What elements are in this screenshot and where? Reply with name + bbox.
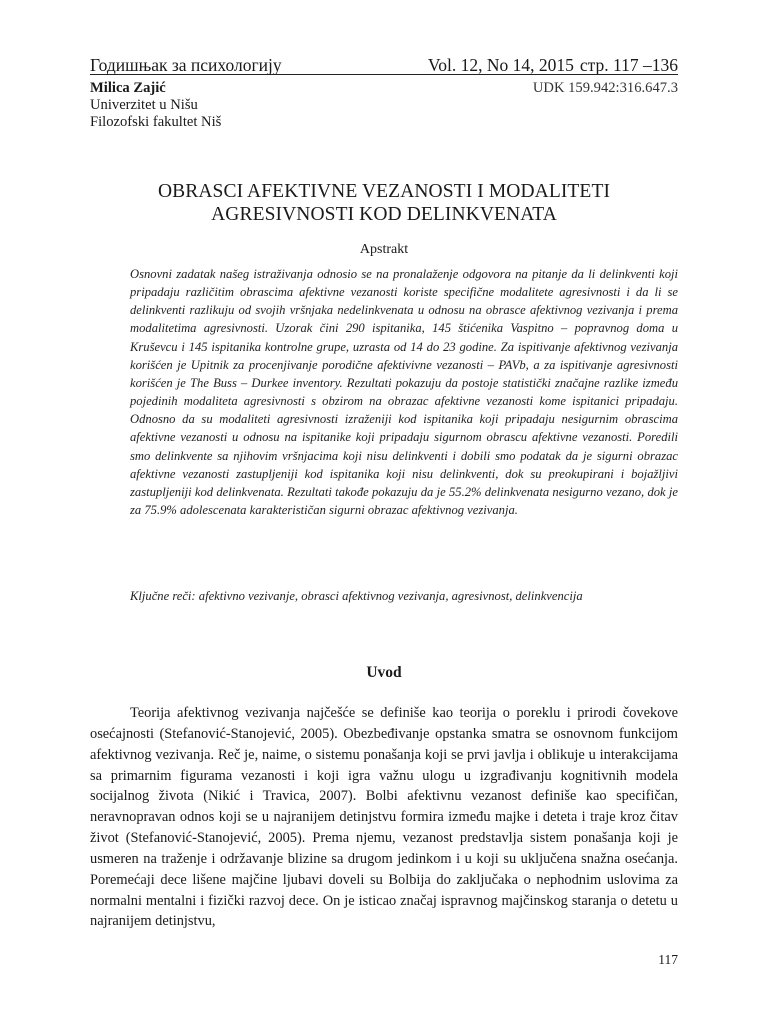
title-line-1: OBRASCI AFEKTIVNE VEZANOSTI I MODALITETI	[157, 181, 611, 202]
page-range: стр. 117 –136	[579, 55, 678, 75]
keywords: Ključne reči: afektivno vezivanje, obrasci afektivnog vezivanja, agresivnost, delinkvencija	[130, 589, 583, 603]
abstract-heading: Apstrakt	[359, 242, 409, 257]
udk-code: UDK 159.942:316.647.3	[532, 80, 678, 96]
journal-title: Годишњак за психологију	[90, 55, 282, 75]
author-university: Univerzitet u Nišu	[90, 97, 198, 113]
title-line-2: AGRESIVNOSTI KOD DELINKVENATA	[211, 204, 557, 225]
abstract-text: Osnovni zadatak našeg istraživanja odnosio se na pronalaženje odgovora na pitanje da li delinkventi koji pripadaju različitim obrascima afektivne vezanosti koriste specifične modalitete agresivnosti i da li se delinkventi razlikuju od svojih vršnjaka nedelinkvenata u odnosu na obrasce afektivnog vezivanja i prema modalitetima agresivnosti. Uzorak čini 290 ispitanika, 145 štićenika Vaspitno – popravnog doma u Kruševcu i 145 ispitanika kontrolne grupe, uzrasta od 14 do 23 godine. Za ispitivanje afektivnog vezivanja korišćen je Upitnik za procenjivanje porodične afektivivne vezanosti – PAVb, a za ispitivanje agresivnosti korišćen je The Buss – Durkee inventory. Rezultati pokazuju da postoje statistički značajne razlike između pojedinih modaliteta agresivnosti s obzirom na obrazac afektivne vezanosti kome ispitanici pripadaju. Odnosno da su modaliteti agresivnosti izraženiji kod ispitanika koji pripadaju nesigurnim obrascima afektivne vezanosti u odnosu na ispitanike koji pripadaju sigurnom obrascu afektivne vezanosti. Poredili smo delinkvente sa njihovim vršnjacima koji nisu delinkventi i dobili smo podatak da je sigurni obrazac afektivne vezanosti zastupljeniji kod ispitanika koji nisu delinkventi, dok su preokupirani i bojažljivi zastupljeniji kod delinkvenata. Rezultati takođe pokazuju da je 55.2% delinkvenata nesigurno vezano, dok je za 75.9% adolescenata karakterističan sigurni obrazac afektivnog vezivanja.	[130, 267, 678, 518]
issue-info	[428, 55, 678, 76]
running-header	[90, 50, 678, 76]
header-divider	[90, 74, 678, 75]
paper-title	[90, 180, 678, 226]
volume-info: Vol. 12, No 14, 2015	[427, 55, 574, 75]
page-number: 117	[658, 952, 678, 967]
section-heading-introduction: Uvod	[366, 664, 402, 681]
introduction-paragraph: Teorija afektivnog vezivanja najčešće se definiše kao teorija o poreklu i prirodi čovekove osećajnosti (Stefanović-Stanojević, 2005). Obezbeđivanje opstanka smatra se osnovnom funkcijom afektivnog vezivanja. Reč je, naime, o sistemu ponašanja koji se prvi javlja i oblikuje u interakcijama sa primarnim figurama vezanosti i koji igra važnu ulogu u izgrađivanju kognitivnih modela socijalnog života (Nikić i Travica, 2007). Bolbi afektivnu vezanost definiše kao specifičan, neravnopravan odnos koji se u najranijem detinjstvu formira između majke i deteta i traje kroz čitav život (Stefanović-Stanojević, 2005). Prema njemu, vezanost predstavlja sistem ponašanja koji je usmeren na traženje i održavanje blizine sa drugom jedinkom i u koji su uključena snažna osećanja. Poremećaji dece lišene majčine ljubavi doveli su Bolbija do zaključaka o nephodnim uslovima za normalni mentalni i fizički razvoj dece. On je isticao značaj ispravnog majčinskog staranja o detetu u najranijem detinjstvu,	[90, 705, 678, 930]
author-faculty: Filozofski fakultet Niš	[90, 114, 222, 130]
author-name: Milica Zajić	[90, 80, 166, 96]
paper-page	[90, 0, 678, 1024]
